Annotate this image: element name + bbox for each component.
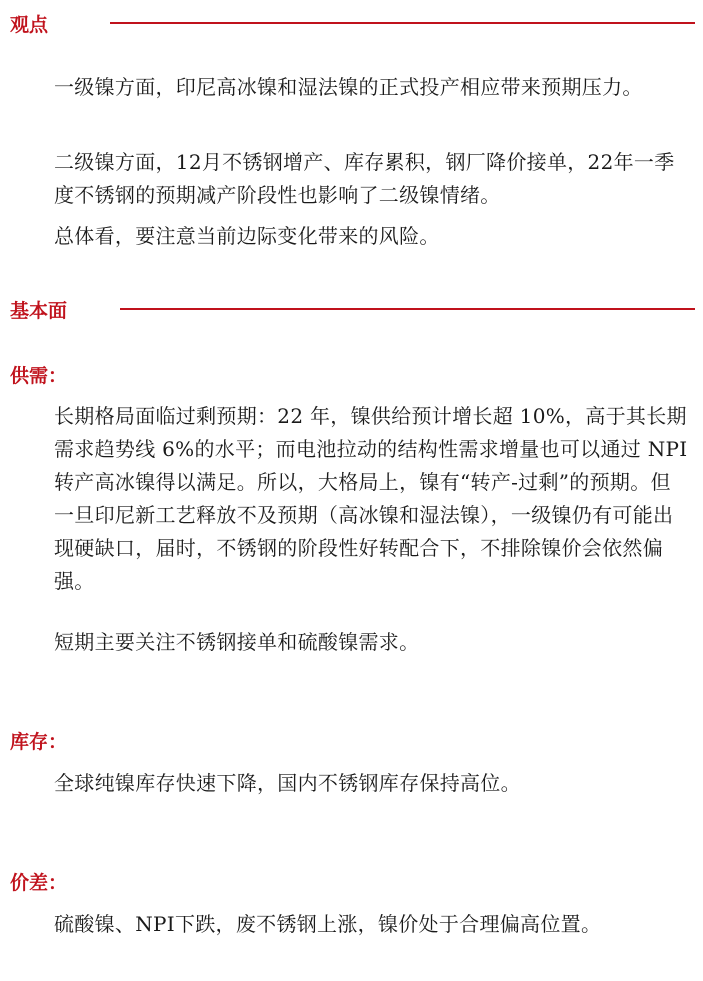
section-divider [110, 22, 695, 24]
viewpoint-paragraph-3: 总体看，要注意当前边际变化带来的风险。 [54, 224, 440, 248]
inventory-paragraph-1: 全球纯镍库存快速下降，国内不锈钢库存保持高位。 [54, 771, 521, 795]
section-divider [120, 308, 695, 310]
subsection-title-inventory: 库存： [10, 731, 68, 753]
section-header-fundamentals [10, 294, 695, 324]
section-title-viewpoint: 观点 [10, 13, 49, 36]
supply-demand-paragraph-1: 长期格局面临过剩预期：22 年，镍供给预计增长超 10%，高于其长期需求趋势线 6%的水平；而电池拉动的结构性需求增量也可以通过 NPI 转产高冰镍得以满足。所以，大格局上，镍有“转产-过剩”的预期。但一旦印尼新工艺释放不及预期（高冰镍和湿法镍），一级镍仍有可能出现硬缺口，届时，不锈钢的阶段性好转配合下，不排除镍价会依然偏强。 [54, 404, 688, 593]
subsection-title-spread: 价差： [10, 872, 68, 894]
section-header-viewpoint [10, 8, 695, 38]
section-title-fundamentals: 基本面 [10, 299, 68, 322]
viewpoint-paragraph-2: 二级镍方面，12月不锈钢增产、库存累积，钢厂降价接单，22年一季度不锈钢的预期减产阶段性也影响了二级镍情绪。 [54, 150, 675, 207]
viewpoint-paragraph-1: 一级镍方面，印尼高冰镍和湿法镍的正式投产相应带来预期压力。 [54, 75, 643, 99]
spread-paragraph-1: 硫酸镍、NPI下跌，废不锈钢上涨，镍价处于合理偏高位置。 [54, 912, 602, 936]
subsection-title-supply-demand: 供需： [10, 365, 68, 387]
supply-demand-paragraph-2: 短期主要关注不锈钢接单和硫酸镍需求。 [54, 630, 420, 654]
